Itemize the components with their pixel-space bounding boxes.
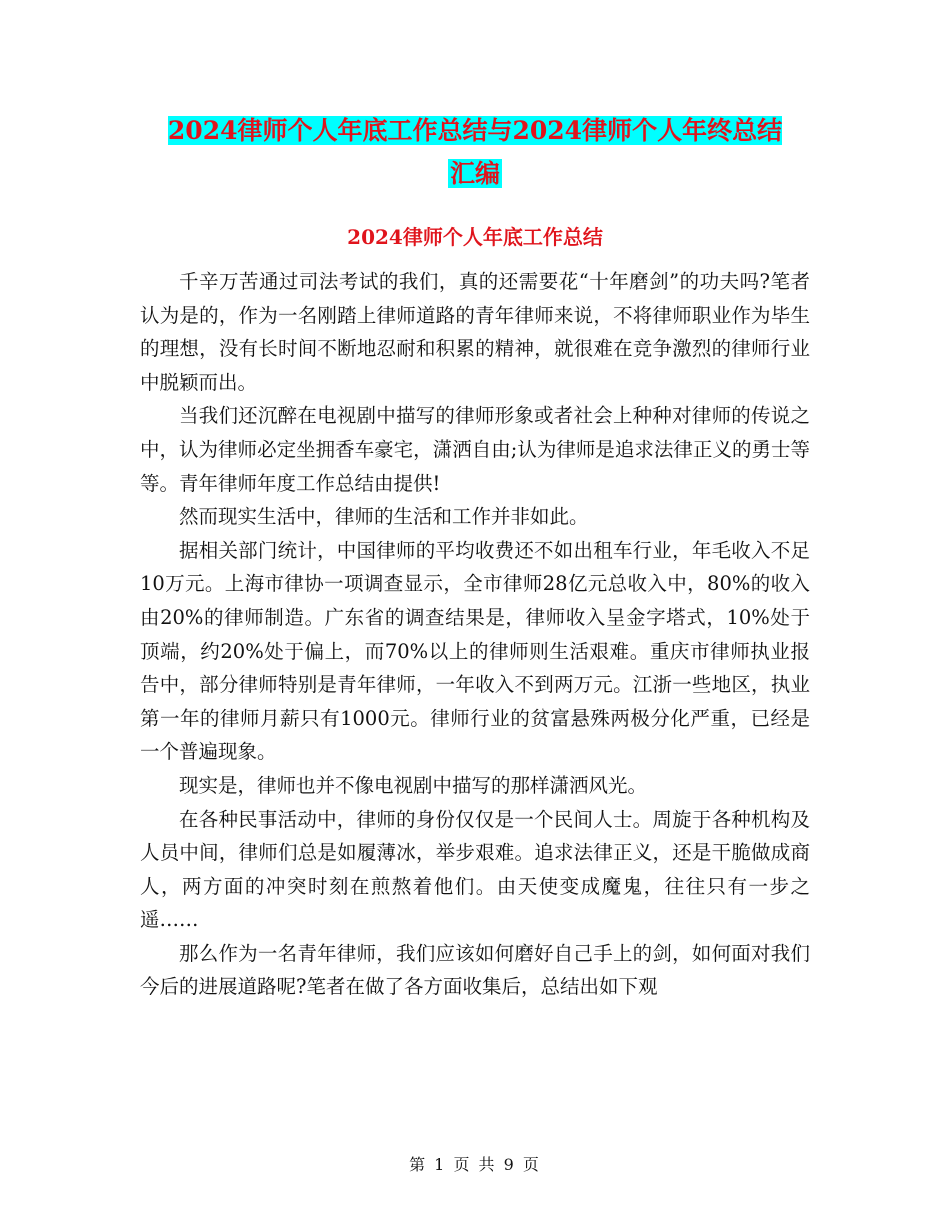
paragraph: 现实是，律师也并不像电视剧中描写的那样潇洒风光。 [179,773,648,797]
document-title-line-2 [0,154,950,194]
document-body [140,265,810,1004]
document-title-line-1 [0,111,950,151]
paragraph: 当我们还沉醉在电视剧中描写的律师形象或者社会上种种对律师的传说之中，认为律师必定坐拥香车豪宅，潇洒自由;认为律师是追求法律正义的勇士等等。青年律师年度工作总结由提供! [140,404,810,495]
page-footer: 第 1 页 共 9 页 [409,1155,541,1174]
paragraph: 千辛万苦通过司法考试的我们，真的还需要花“十年磨剑”的功夫吗?笔者认为是的，作为一名刚踏上律师道路的青年律师来说，不将律师职业作为毕生的理想，没有长时间不断地忍耐和积累的精神，就很难在竞争激烈的律师行业中脱颖而出。 [140,270,810,394]
title-highlight-1: 2024律师个人年底工作总结与2024律师个人年终总结 [167,116,783,145]
section-title: 2024律师个人年底工作总结 [347,225,603,249]
paragraph: 然而现实生活中，律师的生活和工作并非如此。 [179,505,589,529]
title-highlight-2: 汇编 [449,159,500,188]
paragraph: 在各种民事活动中，律师的身份仅仅是一个民间人士。周旋于各种机构及人员中间，律师们总是如履薄冰，举步艰难。追求法律正义，还是干脆做成商人，两方面的冲突时刻在煎熬着他们。由天使变成魔鬼，往往只有一步之遥…… [140,807,810,932]
paragraph: 据相关部门统计，中国律师的平均收费还不如出租车行业，年毛收入不足10万元。上海市律协一项调查显示，全市律师28亿元总收入中，80%的收入由20%的律师制造。广东省的调查结果是，律师收入呈金字塔式，10%处于顶端，约20%处于偏上，而70%以上的律师则生活艰难。重庆市律师执业报告中，部分律师特别是青年律师，一年收入不到两万元。江浙一些地区，执业第一年的律师月薪只有1000元。律师行业的贫富悬殊两极分化严重，已经是一个普遍现象。 [140,538,810,764]
paragraph: 那么作为一名青年律师，我们应该如何磨好自己手上的剑，如何面对我们今后的进展道路呢?笔者在做了各方面收集后，总结出如下观 [140,941,810,999]
